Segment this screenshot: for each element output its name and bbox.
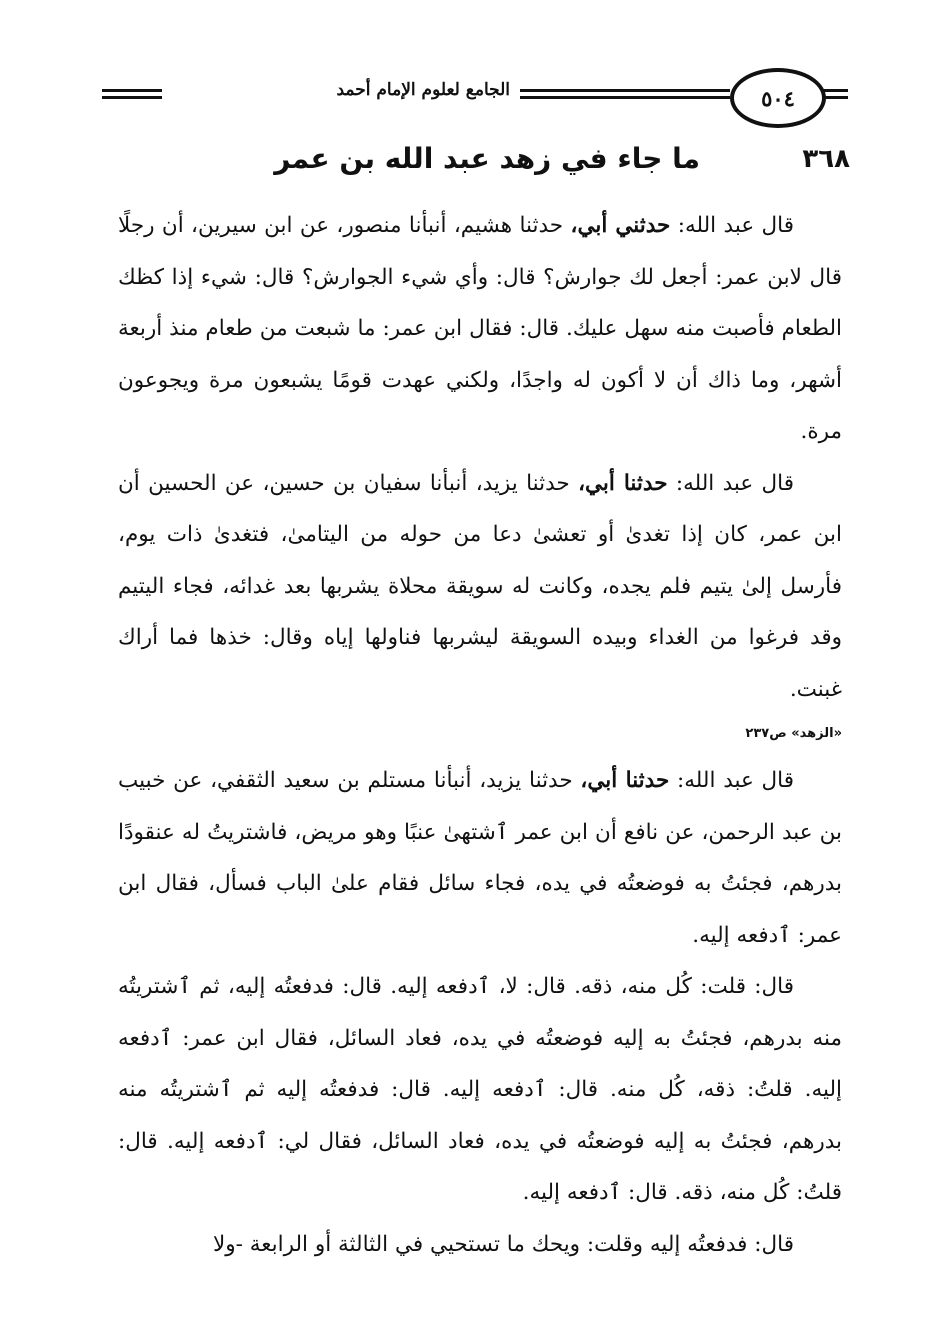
paragraph-2 bbox=[118, 458, 842, 716]
running-title: الجامع لعلوم الإمام أحمد bbox=[336, 80, 510, 100]
paragraph-lead: قال عبد الله: bbox=[670, 213, 795, 238]
running-header bbox=[88, 68, 848, 128]
paragraph-text: حدثنا هشيم، أنبأنا منصور، عن ابن سيرين، أن رجلًا قال لابن عمر: أجعل لك جوارش؟ قال: وأي شيء الجوارش؟ قال: شيء إذا كظك الطعام فأصبت منه سهل عليك. قال: فقال ابن عمر: ما شبعت من طعام منذ أربعة أشهر، وما ذاك أن لا أكون له واجدًا، ولكني عهدت قومًا يشبعون مرة ويجوعون مرة. bbox=[118, 213, 842, 444]
paragraph-text: قال: فدفعتُه إليه وقلت: ويحك ما تستحيي في الثالثة أو الرابعة -ولا bbox=[213, 1231, 794, 1257]
page-body bbox=[118, 200, 842, 1270]
entry-number: ٣٦٨ bbox=[802, 144, 850, 174]
isnad-bold: حدثني أبي، bbox=[570, 213, 671, 238]
page-number: ٥٠٤ bbox=[730, 68, 826, 128]
paragraph-text: حدثنا يزيد، أنبأنا سفيان بن حسين، عن الحسين أن ابن عمر، كان إذا تغدىٰ أو تعشىٰ دعا من حوله من اليتامىٰ، فتغدىٰ ذات يوم، فأرسل إلىٰ يتيم فلم يجده، وكانت له سويقة محلاة يشربها بعد غدائه، فجاء اليتيم وقد فرغوا من الغداء وبيده السويقة ليشربها فناولها إياه وقال: خذها فما أراك غبنت. bbox=[118, 470, 842, 702]
isnad-bold: حدثنا أبي، bbox=[580, 768, 670, 793]
paragraph-text: حدثنا يزيد، أنبأنا مستلم بن سعيد الثقفي، عن خبيب بن عبد الرحمن، عن نافع أن ابن عمر ٱشتهىٰ عنبًا وهو مريض، فاشتريتُ له عنقودًا بدرهم، فجئتُ به فوضعتُه في يده، فجاء سائل فقام علىٰ الباب فسأل، فقال ابن عمر: ٱدفعه إليه. bbox=[118, 768, 842, 948]
header-rule-left bbox=[102, 89, 162, 99]
paragraph-4 bbox=[118, 961, 842, 1219]
paragraph-5 bbox=[118, 1219, 842, 1271]
paragraph-lead: قال عبد الله: bbox=[669, 768, 795, 793]
section-title: ما جاء في زهد عبد الله بن عمر bbox=[274, 142, 700, 175]
paragraph-lead: قال عبد الله: bbox=[667, 470, 794, 496]
paragraph-text: قال: قلت: كُل منه، ذقه. قال: لا، ٱدفعه إليه. قال: فدفعتُه إليه، ثم ٱشتريتُه منه بدرهم، فجئتُ به إليه فوضعتُه في يده، فعاد السائل، فقال ابن عمر: ٱدفعه إليه. قلتُ: ذقه، كُل منه. قال: ٱدفعه إليه. قال: فدفعتُه إليه ثم ٱشتريتُه منه بدرهم، فجئتُ به إليه فوضعتُه في يده، فعاد السائل، فقال لي: ٱدفعه إليه. قال: قلتُ: كُل منه، ذقه. قال: ٱدفعه إليه. bbox=[118, 974, 842, 1205]
isnad-bold: حدثنا أبي، bbox=[578, 470, 668, 496]
source-reference: «الزهد» ص٢٣٧ bbox=[745, 726, 842, 741]
paragraph-1 bbox=[118, 200, 842, 458]
paragraph-3 bbox=[118, 755, 842, 961]
header-rule-middle bbox=[520, 89, 730, 99]
section-heading bbox=[180, 140, 850, 188]
